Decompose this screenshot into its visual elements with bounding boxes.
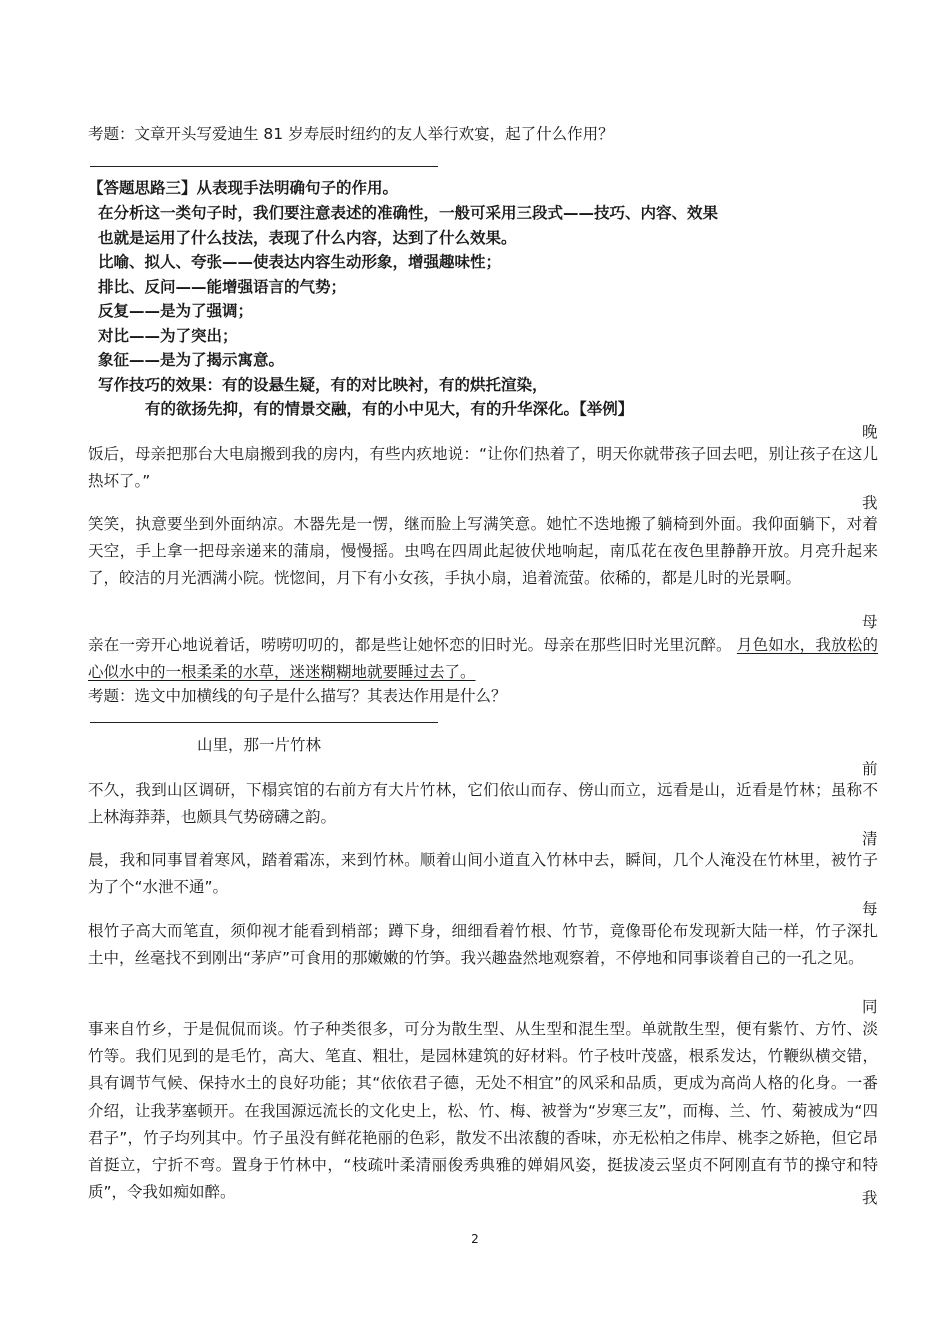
method-line: 也就是运用了什么技法，表现了什么内容，达到了什么效果。	[98, 229, 517, 247]
page-number: 2	[471, 1232, 479, 1246]
answer-line-1	[90, 166, 438, 167]
question-2: 考题：选文中加横线的句子是什么描写？其表达作用是什么？	[88, 687, 507, 705]
method-line: 比喻、拟人、夸张——使表达内容生动形象，增强趣味性；	[98, 253, 502, 271]
answer-line-2	[90, 722, 438, 723]
method-line: 在分析这一类句子时，我们要注意表述的准确性，一般可采用三段式——技巧、内容、效果	[98, 204, 719, 222]
essay-title: 山里，那一片竹林	[197, 736, 322, 754]
paragraph-initial: 清	[862, 830, 878, 848]
paragraph-initial: 前	[862, 760, 878, 778]
method-line: 有的欲扬先抑，有的情景交融，有的小中见大，有的升华深化。【举例】	[145, 400, 634, 418]
paragraph-initial: 晚	[862, 423, 878, 441]
paragraph: 晨，我和同事冒着寒风，踏着霜冻，来到竹林。顺着山间小道直入竹林中去，瞬间，几个人淹没在竹林里，被竹子为了个“水泄不通”。	[88, 851, 878, 897]
paragraph: 根竹子高大而笔直，须仰视才能看到梢部；蹲下身，细细看着竹根、竹节，竟像哥伦布发现新大陆一样，竹子深扎土中，丝毫找不到刚出“茅庐”可食用的那嫩嫩的竹笋。我兴趣盎然地观察着，不停地和同事谈着自己的一孔之见。	[88, 922, 878, 968]
paragraph-initial: 同	[862, 998, 878, 1016]
method-line: 排比、反问——能增强语言的气势；	[98, 278, 347, 296]
method-line: 反复——是为了强调；	[98, 302, 254, 320]
paragraph: 笑笑，执意要坐到外面纳凉。木器先是一愣，继而脸上写满笑意。她忙不迭地搬了躺椅到外面。我仰面躺下，对着天空，手上拿一把母亲递来的蒲扇，慢慢摇。虫鸣在四周此起彼伏地响起，南瓜花在夜色里静静开放。月亮升起来了，皎洁的月光洒满小院。恍惚间，月下有小女孩，手执小扇，追着流萤。依稀的，都是儿时的光景啊。	[88, 515, 878, 588]
method-line: 对比——为了突出；	[98, 327, 238, 345]
paragraph: 饭后，母亲把那台大电扇搬到我的房内，有些内疚地说：“让你们热着了，明天你就带孩子回去吧，别让孩子在这儿热坏了。”	[88, 445, 878, 491]
method-line: 象征——是为了揭示寓意。	[98, 351, 285, 369]
question-1: 考题：文章开头写爱迪生 81 岁寿辰时纽约的友人举行欢宴，起了什么作用？	[88, 125, 614, 143]
paragraph: 不久，我到山区调研，下榻宾馆的右前方有大片竹林，它们依山而存、傍山而立，远看是山，近看是竹林；虽称不上林海莽莽，也颇具气势磅礴之韵。	[88, 781, 878, 827]
underlined-sentence: 月色如水，我放松的心似水中的一根柔柔的水草，迷迷糊糊地就要睡过去了。	[88, 636, 878, 682]
paragraph-initial: 我	[862, 494, 878, 512]
paragraph: 事来自竹乡，于是侃侃而谈。竹子种类很多，可分为散生型、从生型和混生型。单就散生型，便有紫竹、方竹、淡竹等。我们见到的是毛竹，高大、笔直、粗壮，是园林建筑的好材料。竹子枝叶茂盛，根系发达，竹鞭纵横交错，具有调节气候、保持水土的良好功能；其“依依君子德，无处不相宜”的风采和品质，更成为高尚人格的化身。一番介绍，让我茅塞顿开。在我国源远流长的文化史上，松、竹、梅、被誉为“岁寒三友”，而梅、兰、竹、菊被成为“四君子”，竹子均列其中。竹子虽没有鲜花艳丽的色彩，散发不出浓馥的香味，亦无松柏之伟岸、桃李之娇艳，但它昂首挺立，宁折不弯。置身于竹林中，“枝疏叶柔清丽俊秀典雅的婵娟风姿，挺拔凌云坚贞不阿刚直有节的操守和特质”，令我如痴如醉。	[88, 1020, 878, 1202]
method-line: 写作技巧的效果：有的设悬生疑，有的对比映衬，有的烘托渲染，	[98, 376, 548, 394]
paragraph-initial: 我	[862, 1189, 878, 1207]
method-heading: 【答题思路三】从表现手法明确句子的作用。	[88, 179, 399, 197]
paragraph-initial: 母	[862, 613, 878, 631]
paragraph	[88, 632, 878, 686]
paragraph-initial: 每	[862, 900, 878, 918]
paragraph-text: 亲在一旁开心地说着话，唠唠叨叨的，都是些让她怀恋的旧时光。母亲在那些旧时光里沉醉。	[88, 636, 732, 654]
